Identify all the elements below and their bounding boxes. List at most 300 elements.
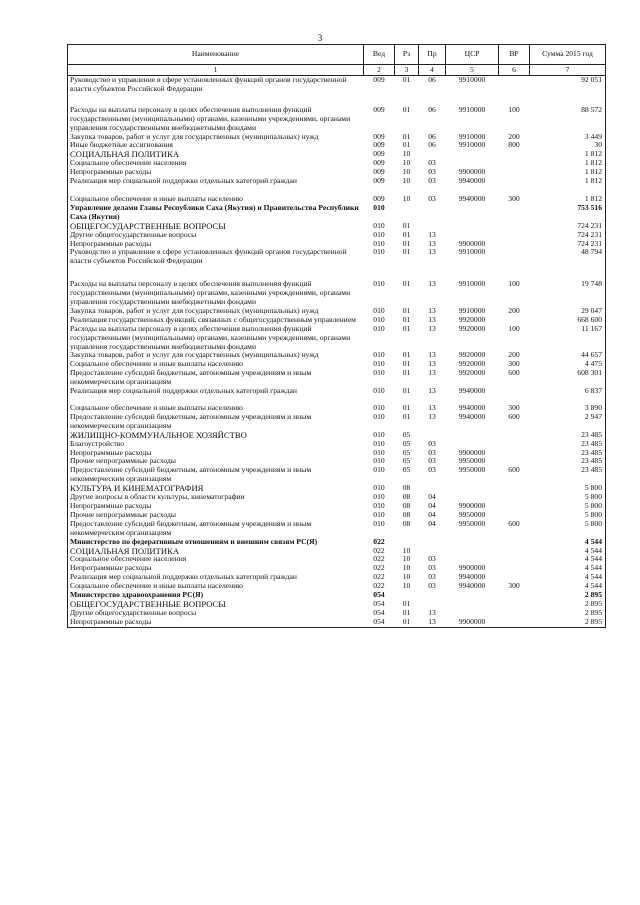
cell-vr: 600 (508, 465, 520, 475)
cell-name: Другие общегосударственные вопросы (68, 609, 364, 618)
cell-csr: 9910000 (458, 140, 486, 150)
cell-ved: 022 (373, 536, 385, 546)
cell-rz: 01 (402, 140, 411, 150)
cell-name: Социальное обеспечение населения (68, 159, 364, 168)
cell-ved: 010 (373, 509, 385, 519)
cell-csr: 9940000 (458, 411, 486, 421)
table-row (68, 520, 606, 538)
cell-pr: 03 (428, 572, 436, 582)
cell-sum: 4 475 (530, 360, 606, 369)
cell-csr: 9940000 (458, 572, 486, 582)
cell-ved: 009 (373, 149, 385, 159)
cell-rz: 08 (402, 500, 411, 510)
cell-sum: 1 812 (530, 177, 606, 186)
table-row (68, 186, 606, 204)
cell-vr (499, 168, 530, 177)
column-number: 2 (364, 65, 395, 76)
cell-csr: 9940000 (458, 193, 486, 203)
cell-sum: 1 812 (530, 168, 606, 177)
cell-name: КУЛЬТУРА И КИНЕМАТОГРАФИЯ (68, 484, 364, 493)
cell-rz: 10 (402, 158, 411, 168)
cell-vr (499, 204, 530, 222)
cell-name: Непрограммные расходы (68, 502, 364, 511)
cell-vr: 100 (508, 279, 520, 289)
cell-csr (446, 538, 499, 547)
cell-rz: 10 (402, 545, 411, 555)
cell-vr (499, 609, 530, 618)
column-number: 7 (530, 65, 606, 76)
cell-csr (446, 484, 499, 493)
cell-ved: 010 (373, 350, 385, 360)
cell-sum: 23 485 (530, 440, 606, 449)
cell-vr: 600 (508, 518, 520, 528)
cell-vr (499, 564, 530, 573)
cell-pr: 03 (428, 447, 436, 457)
cell-rz: 08 (402, 492, 411, 502)
header-row (68, 45, 606, 65)
table-row (68, 618, 606, 627)
cell-sum: 19 748 (530, 266, 606, 307)
cell-name: ОБЩЕГОСУДАРСТВЕННЫЕ ВОПРОСЫ (68, 600, 364, 609)
cell-csr: 9920000 (458, 314, 486, 324)
cell-ved: 010 (373, 229, 385, 239)
cell-rz: 05 (402, 447, 411, 457)
cell-vr: 300 (508, 403, 520, 412)
cell-pr: 03 (428, 554, 436, 564)
cell-vr: 100 (508, 104, 520, 114)
cell-sum: 4 544 (530, 547, 606, 556)
cell-pr: 03 (428, 456, 436, 466)
cell-vr (499, 618, 530, 627)
column-number: 4 (419, 65, 446, 76)
cell-vr (499, 591, 530, 600)
cell-name: СОЦИАЛЬНАЯ ПОЛИТИКА (68, 150, 364, 159)
cell-ved: 010 (373, 411, 385, 421)
cell-name: ОБЩЕГОСУДАРСТВЕННЫЕ ВОПРОСЫ (68, 222, 364, 231)
cell-pr: 13 (428, 359, 436, 369)
cell-name: Социальное обеспечение и иные выплаты населению (68, 582, 364, 591)
cell-name: Другие вопросы в области культуры, кинематографии (68, 493, 364, 502)
cell-csr: 9940000 (458, 403, 486, 412)
cell-name: СОЦИАЛЬНАЯ ПОЛИТИКА (68, 547, 364, 556)
cell-rz: 05 (402, 465, 411, 475)
cell-sum: 668 600 (530, 316, 606, 325)
cell-vr: 100 (508, 323, 520, 333)
cell-csr: 9920000 (458, 323, 486, 333)
cell-name: Реализация мер социальной поддержки отдельных категорий граждан (68, 387, 364, 396)
cell-vr: 200 (508, 131, 520, 141)
table-row (68, 431, 606, 440)
cell-csr: 9910000 (458, 247, 486, 257)
cell-sum: 30 (530, 141, 606, 150)
cell-pr: 13 (428, 411, 436, 421)
cell-sum: 1 812 (530, 150, 606, 159)
cell-pr: 13 (428, 279, 436, 289)
cell-ved: 010 (373, 305, 385, 315)
cell-csr: 9920000 (458, 368, 486, 378)
cell-sum: 5 800 (530, 502, 606, 511)
table-row (68, 266, 606, 307)
table-row (68, 413, 606, 431)
cell-sum: 724 231 (530, 240, 606, 249)
cell-ved: 022 (373, 581, 385, 591)
cell-name: Другие общегосударственные вопросы (68, 231, 364, 240)
cell-sum: 753 516 (530, 204, 606, 222)
cell-name: Непрограммные расходы (68, 449, 364, 458)
cell-rz: 01 (402, 305, 411, 315)
cell-vr (499, 484, 530, 493)
cell-vr (499, 547, 530, 556)
cell-rz: 01 (402, 323, 411, 333)
cell-sum: 29 047 (530, 307, 606, 316)
cell-pr: 13 (428, 386, 436, 396)
table-row (68, 76, 606, 94)
cell-sum: 3 890 (530, 396, 606, 413)
cell-rz: 08 (402, 509, 411, 519)
cell-pr: 13 (428, 323, 436, 333)
cell-pr: 13 (428, 238, 436, 248)
cell-pr: 03 (428, 563, 436, 573)
table-row (68, 325, 606, 352)
cell-rz: 08 (402, 518, 411, 528)
table-row (68, 466, 606, 484)
cell-csr: 9910000 (458, 131, 486, 141)
cell-ved: 009 (373, 176, 385, 186)
cell-name: Непрограммные расходы (68, 168, 364, 177)
cell-sum: 5 800 (530, 484, 606, 493)
cell-csr: 9940000 (458, 581, 486, 591)
cell-pr: 03 (428, 176, 436, 186)
cell-pr: 06 (428, 131, 436, 141)
cell-sum: 23 485 (530, 466, 606, 484)
cell-rz: 05 (402, 429, 411, 439)
cell-ved: 054 (373, 607, 385, 617)
cell-rz: 01 (402, 314, 411, 324)
cell-rz: 10 (402, 554, 411, 564)
cell-sum: 23 485 (530, 457, 606, 466)
cell-ved: 010 (373, 279, 385, 289)
cell-csr: 9900000 (446, 618, 499, 627)
column-number: 5 (446, 65, 499, 76)
cell-name: Руководство и управление в сфере установленных функций органов государственной власти субъектов Российской Федерации (68, 76, 364, 94)
column-number: 6 (499, 65, 530, 76)
cell-name: Закупка товаров, работ и услуг для государственных (муниципальных) нужд (68, 307, 364, 316)
cell-pr: 13 (428, 607, 436, 617)
cell-sum: 2 947 (530, 413, 606, 431)
cell-csr: 9910000 (458, 305, 486, 315)
cell-csr (446, 600, 499, 609)
cell-pr: 06 (428, 104, 436, 114)
cell-rz: 01 (402, 75, 411, 84)
cell-sum: 44 657 (530, 351, 606, 360)
cell-pr: 13 (428, 314, 436, 324)
cell-ved: 010 (373, 220, 385, 230)
table-row (68, 94, 606, 133)
cell-rz: 10 (402, 176, 411, 186)
cell-sum: 1 812 (530, 159, 606, 168)
cell-vr (499, 538, 530, 547)
cell-csr: 9940000 (458, 386, 486, 396)
cell-pr (419, 591, 446, 600)
cell-ved: 010 (373, 438, 385, 448)
cell-csr (446, 431, 499, 440)
cell-name: Иные бюджетные ассигнования (68, 141, 364, 150)
header-csr: ЦСР (446, 45, 499, 65)
cell-ved: 010 (373, 465, 385, 475)
table-row (68, 396, 606, 413)
cell-rz: 10 (402, 193, 411, 203)
cell-sum: 5 800 (530, 511, 606, 520)
column-number: 3 (395, 65, 419, 76)
cell-rz: 01 (402, 238, 411, 248)
cell-vr: 200 (508, 350, 520, 360)
cell-name: Социальное обеспечение и иные выплаты населению (68, 396, 364, 413)
cell-sum: 608 301 (530, 369, 606, 387)
header-name: Наименование (68, 45, 364, 65)
cell-csr (446, 547, 499, 556)
cell-csr: 9900000 (458, 500, 486, 510)
cell-rz: 01 (402, 607, 411, 617)
cell-name: Предоставление субсидий бюджетным, автономным учреждениям и иным некоммерческим организациям (68, 369, 364, 387)
cell-ved: 010 (373, 368, 385, 378)
cell-name: Социальное обеспечение населения (68, 555, 364, 564)
cell-pr: 03 (428, 158, 436, 168)
cell-csr: 9920000 (458, 350, 486, 360)
cell-sum: 2 895 (530, 600, 606, 609)
cell-ved: 054 (373, 590, 385, 600)
cell-ved: 010 (373, 238, 385, 248)
cell-rz: 01 (402, 104, 411, 114)
table-row (68, 387, 606, 396)
cell-sum: 23 485 (530, 431, 606, 440)
cell-pr: 04 (428, 509, 436, 519)
cell-vr: 300 (508, 359, 520, 369)
cell-sum: 4 544 (530, 582, 606, 591)
cell-ved: 010 (373, 456, 385, 466)
cell-csr: 9910000 (458, 104, 486, 114)
cell-name: Министерство здравоохранения РС(Я) (68, 591, 364, 600)
cell-ved: 010 (373, 202, 385, 212)
table-body (68, 76, 606, 628)
cell-vr: 300 (508, 193, 520, 203)
cell-csr: 9900000 (458, 563, 486, 573)
cell-sum: 2 895 (530, 591, 606, 600)
cell-pr (419, 538, 446, 547)
cell-rz: 01 (395, 618, 419, 627)
cell-vr (499, 449, 530, 458)
cell-vr: 600 (508, 368, 520, 378)
cell-rz: 01 (402, 411, 411, 421)
header-ved: Вед (364, 45, 395, 65)
cell-ved: 054 (373, 598, 385, 608)
cell-rz: 01 (402, 386, 411, 396)
cell-name: Закупка товаров, работ и услуг для государственных (муниципальных) нужд (68, 351, 364, 360)
cell-name: Непрограммные расходы (68, 240, 364, 249)
cell-sum: 2 895 (530, 609, 606, 618)
cell-sum: 4 544 (530, 555, 606, 564)
cell-sum: 2 895 (530, 618, 606, 627)
cell-ved: 010 (373, 500, 385, 510)
table-row (68, 369, 606, 387)
cell-ved: 010 (373, 247, 385, 257)
cell-pr (419, 204, 446, 222)
cell-vr (499, 240, 530, 249)
cell-ved: 010 (373, 447, 385, 457)
cell-name: Непрограммные расходы (68, 618, 364, 627)
cell-name: Управление делами Главы Республики Саха (Якутия) и Правительства Республики Саха (Якутия) (68, 204, 364, 222)
cell-vr: 800 (508, 140, 520, 150)
header-pr: Пр (419, 45, 446, 65)
cell-name: Благоустройство (68, 440, 364, 449)
cell-csr: 9950000 (458, 518, 486, 528)
cell-pr: 13 (428, 368, 436, 378)
cell-rz: 05 (402, 456, 411, 466)
cell-csr: 9920000 (458, 359, 486, 369)
cell-ved: 022 (373, 563, 385, 573)
cell-rz: 01 (402, 279, 411, 289)
cell-sum: 724 231 (530, 231, 606, 240)
cell-name: Министерство по федеративным отношениям и внешним связям РС(Я) (68, 538, 364, 547)
cell-sum: 5 800 (530, 493, 606, 502)
cell-name: Предоставление субсидий бюджетным, автономным учреждениям и иным некоммерческим организациям (68, 520, 364, 538)
cell-ved: 010 (373, 403, 385, 412)
cell-name: ЖИЛИЩНО-КОММУНАЛЬНОЕ ХОЗЯЙСТВО (68, 431, 364, 440)
cell-pr: 13 (428, 403, 436, 412)
cell-pr: 13 (428, 350, 436, 360)
cell-vr (499, 177, 530, 186)
cell-vr (499, 159, 530, 168)
cell-vr (499, 493, 530, 502)
cell-ved: 009 (373, 131, 385, 141)
cell-rz: 05 (402, 438, 411, 448)
cell-rz: 01 (402, 359, 411, 369)
cell-sum: 1 812 (530, 186, 606, 204)
cell-rz: 01 (402, 229, 411, 239)
cell-rz: 01 (402, 220, 411, 230)
cell-rz (395, 204, 419, 222)
cell-name: Прочие непрограммные расходы (68, 511, 364, 520)
cell-name: Предоставление субсидий бюджетным, автономным учреждениям и иным некоммерческим организациям (68, 466, 364, 484)
cell-ved: 009 (373, 167, 385, 177)
header-vr: ВР (499, 45, 530, 65)
cell-sum: 6 837 (530, 387, 606, 396)
cell-csr: 9900000 (458, 167, 486, 177)
cell-pr: 13 (428, 247, 436, 257)
cell-rz: 08 (402, 483, 411, 493)
cell-csr: 9950000 (458, 509, 486, 519)
cell-vr (499, 387, 530, 396)
table-row (68, 204, 606, 222)
cell-rz: 01 (402, 598, 411, 608)
cell-name: Предоставление субсидий бюджетным, автономным учреждениям и иным некоммерческим организациям (68, 413, 364, 431)
cell-pr: 13 (428, 229, 436, 239)
cell-ved: 010 (373, 429, 385, 439)
cell-pr: 04 (428, 492, 436, 502)
cell-sum: 23 485 (530, 449, 606, 458)
cell-name: Непрограммные расходы (68, 564, 364, 573)
cell-sum: 4 544 (530, 538, 606, 547)
cell-pr: 03 (428, 581, 436, 591)
cell-ved: 022 (373, 554, 385, 564)
cell-sum: 4 544 (530, 564, 606, 573)
cell-vr: 600 (508, 411, 520, 421)
cell-pr: 06 (428, 75, 436, 84)
cell-csr: 9910000 (458, 75, 486, 84)
column-number: 1 (68, 65, 364, 76)
cell-name: Реализация мер социальной поддержки отдельных категорий граждан (68, 177, 364, 186)
cell-csr: 9950000 (458, 465, 486, 475)
cell-vr: 300 (508, 581, 520, 591)
cell-rz: 10 (402, 167, 411, 177)
cell-csr: 9940000 (458, 176, 486, 186)
cell-ved: 009 (373, 75, 385, 84)
cell-rz: 10 (402, 572, 411, 582)
cell-name: Социальное обеспечение и иные выплаты населению (68, 360, 364, 369)
page-number: 3 (317, 33, 323, 43)
cell-name: Расходы на выплаты персоналу в целях обеспечения выполнения функций государственными (муниципальными) органами, казенными учреждениями, органами управления государственными внебюджетными фондами (68, 325, 364, 352)
cell-sum: 11 167 (530, 325, 606, 352)
cell-sum: 48 794 (530, 248, 606, 266)
header-rz: Рз (395, 45, 419, 65)
cell-csr: 9950000 (458, 456, 486, 466)
cell-ved: 010 (373, 518, 385, 528)
cell-pr: 03 (428, 438, 436, 448)
cell-csr (446, 591, 499, 600)
cell-rz: 01 (402, 403, 411, 412)
cell-vr (499, 440, 530, 449)
cell-vr: 200 (508, 305, 520, 315)
cell-pr: 04 (428, 500, 436, 510)
cell-rz: 01 (402, 368, 411, 378)
cell-csr: 9900000 (458, 447, 486, 457)
cell-sum: 4 544 (530, 573, 606, 582)
cell-pr: 03 (428, 465, 436, 475)
budget-table (67, 44, 606, 628)
cell-rz: 01 (402, 247, 411, 257)
cell-ved: 010 (373, 323, 385, 333)
cell-vr (499, 222, 530, 231)
cell-ved: 010 (373, 386, 385, 396)
cell-sum: 724 231 (530, 222, 606, 231)
cell-csr (446, 150, 499, 159)
header-sum: Сумма 2015 год (530, 45, 606, 65)
cell-ved: 009 (373, 140, 385, 150)
cell-ved: 054 (364, 618, 395, 627)
cell-rz: 10 (402, 581, 411, 591)
cell-pr: 06 (428, 140, 436, 150)
cell-name: Прочие непрограммные расходы (68, 457, 364, 466)
cell-ved: 010 (373, 314, 385, 324)
cell-ved: 010 (373, 483, 385, 493)
cell-ved: 010 (373, 359, 385, 369)
cell-vr (499, 555, 530, 564)
cell-sum: 88 572 (530, 94, 606, 133)
cell-ved: 022 (373, 572, 385, 582)
cell-ved: 009 (373, 158, 385, 168)
cell-name: Реализация мер социальной поддержки отдельных категорий граждан (68, 573, 364, 582)
cell-ved: 022 (373, 545, 385, 555)
cell-pr: 04 (428, 518, 436, 528)
cell-name: Расходы на выплаты персоналу в целях обеспечения выполнения функций государственными (муниципальными) органами, казенными учреждениями, органами управления государственными внебюджетными фондами (68, 266, 364, 307)
cell-csr (446, 204, 499, 222)
cell-vr (499, 76, 530, 94)
table-row (68, 248, 606, 266)
cell-name: Реализация государственных функций, связанных с общегосударственным управлением (68, 316, 364, 325)
cell-rz: 10 (402, 149, 411, 159)
cell-sum: 5 800 (530, 520, 606, 538)
cell-name: Руководство и управление в сфере установленных функций органов государственной власти субъектов Российской Федерации (68, 248, 364, 266)
cell-pr: 13 (428, 305, 436, 315)
